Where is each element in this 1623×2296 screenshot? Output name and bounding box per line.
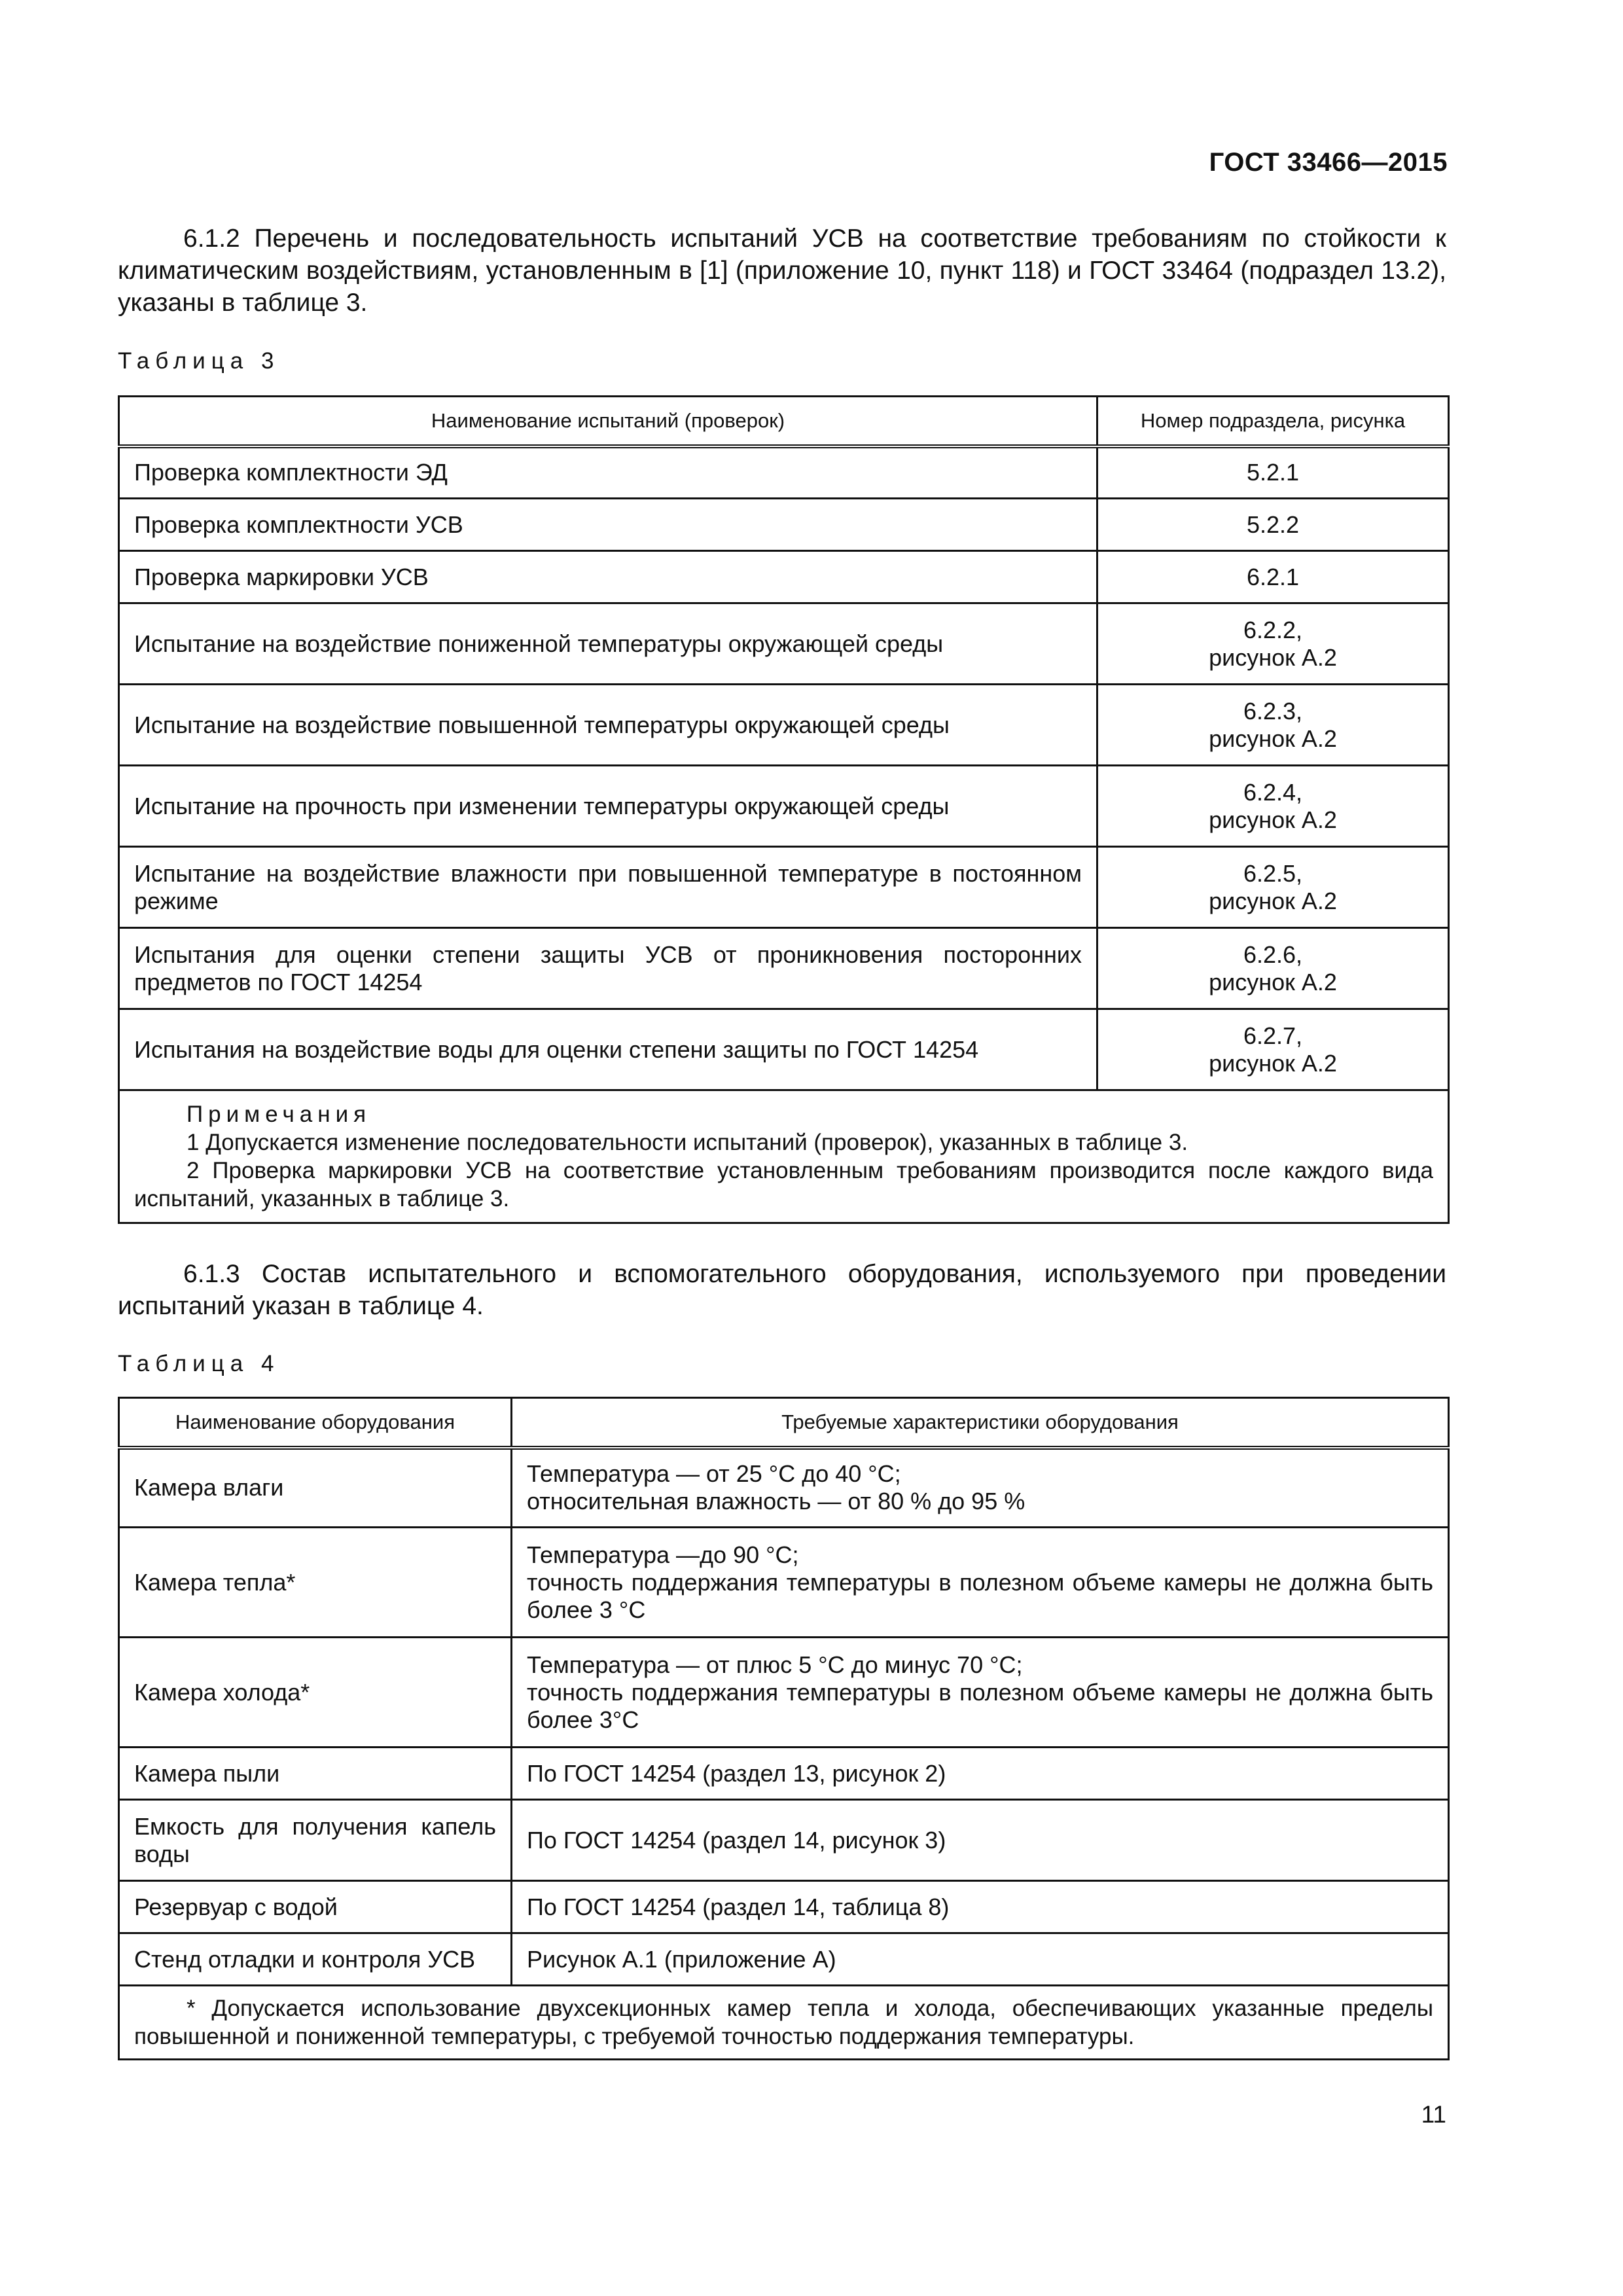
test-ref [1097, 766, 1449, 847]
table-4 [118, 1397, 1450, 2060]
table-3-header-name: Наименование испытаний (проверок) [119, 397, 1097, 446]
equipment-name: Резервуар с водой [119, 1881, 512, 1933]
table-row [119, 1448, 1449, 1528]
test-ref-figure: рисунок А.2 [1209, 643, 1337, 671]
table-3-caption: Таблица 3 [118, 348, 280, 374]
test-name: Испытания для оценки степени защиты УСВ от проникновения посторонних предметов по ГОСТ 14254 [119, 928, 1097, 1009]
test-ref-figure: рисунок А.2 [1209, 1049, 1337, 1077]
table-4-footnote-row [119, 1986, 1449, 2060]
test-ref [1097, 928, 1449, 1009]
table-row [119, 1881, 1449, 1933]
document-code: ГОСТ 33466—2015 [1209, 148, 1448, 177]
equipment-specs: По ГОСТ 14254 (раздел 13, рисунок 2) [512, 1748, 1449, 1800]
test-ref-section: 6.2.2, [1243, 616, 1303, 643]
equipment-specs: По ГОСТ 14254 (раздел 14, таблица 8) [512, 1881, 1449, 1933]
test-name: Испытание на воздействие повышенной температуры окружающей среды [119, 685, 1097, 766]
note-1: 1 Допускается изменение последовательности испытаний (проверок), указанных в таблице 3. [187, 1130, 1188, 1155]
table-row [119, 1638, 1449, 1748]
test-ref [1097, 603, 1449, 685]
test-name: Испытание на воздействие пониженной температуры окружающей среды [119, 603, 1097, 685]
spec-line: относительная влажность — от 80 % до 95 % [527, 1488, 1026, 1515]
spec-line: Температура — от плюс 5 °С до минус 70 °С; [527, 1651, 1023, 1678]
table-4-header-equipment: Наименование оборудования [119, 1398, 512, 1448]
test-ref-section: 6.2.6, [1243, 941, 1303, 968]
table-3 [118, 395, 1450, 1224]
test-ref [1097, 685, 1449, 766]
table-row [119, 1800, 1449, 1881]
table-3-notes-row [119, 1090, 1449, 1223]
test-name: Испытание на прочность при изменении температуры окружающей среды [119, 766, 1097, 847]
table-row [119, 1933, 1449, 1986]
test-ref: 6.2.1 [1097, 551, 1449, 603]
table-row [119, 1748, 1449, 1800]
test-ref-section: 6.2.5, [1243, 859, 1303, 887]
table-4-header-specs: Требуемые характеристики оборудования [512, 1398, 1449, 1448]
notes-title: Примечания [187, 1102, 372, 1127]
equipment-specs [512, 1638, 1449, 1748]
table-row [119, 551, 1449, 603]
table-row [119, 499, 1449, 551]
test-ref-section: 6.2.7, [1243, 1022, 1303, 1049]
note-2: 2 Проверка маркировки УСВ на соответствие установленным требованиям производится после каждого вида испытаний, указанных в таблице 3. [134, 1158, 1433, 1211]
test-ref-section: 6.2.4, [1243, 778, 1303, 806]
equipment-name: Камера влаги [119, 1448, 512, 1528]
table-4-footnote: * Допускается использование двухсекционных камер тепла и холода, обеспечивающих указанные пределы повышенной и пониженной температуры, с требуемой точностью поддержания температуры. [119, 1986, 1449, 2060]
test-ref-figure: рисунок А.2 [1209, 725, 1337, 752]
table-row [119, 446, 1449, 499]
test-ref: 5.2.2 [1097, 499, 1449, 551]
test-ref-figure: рисунок А.2 [1209, 968, 1337, 996]
table-row [119, 603, 1449, 685]
equipment-name: Камера пыли [119, 1748, 512, 1800]
table-row [119, 847, 1449, 928]
table-3-notes [119, 1090, 1449, 1223]
test-name: Проверка комплектности УСВ [119, 499, 1097, 551]
equipment-name: Емкость для получения капель воды [119, 1800, 512, 1881]
equipment-specs: По ГОСТ 14254 (раздел 14, рисунок 3) [512, 1800, 1449, 1881]
table-row [119, 928, 1449, 1009]
table-row [119, 1009, 1449, 1090]
equipment-specs: Рисунок А.1 (приложение А) [512, 1933, 1449, 1986]
test-ref-figure: рисунок А.2 [1209, 887, 1337, 914]
test-ref: 5.2.1 [1097, 446, 1449, 499]
equipment-name: Стенд отладки и контроля УСВ [119, 1933, 512, 1986]
equipment-specs [512, 1528, 1449, 1638]
test-name: Проверка комплектности ЭД [119, 446, 1097, 499]
test-name: Проверка маркировки УСВ [119, 551, 1097, 603]
equipment-name: Камера холода* [119, 1638, 512, 1748]
test-ref [1097, 847, 1449, 928]
table-4-caption: Таблица 4 [118, 1351, 280, 1376]
test-ref [1097, 1009, 1449, 1090]
equipment-specs [512, 1448, 1449, 1528]
spec-line: Температура —до 90 °С; [527, 1541, 799, 1568]
spec-line: Температура — от 25 °С до 40 °С; [527, 1460, 901, 1488]
table-row [119, 1528, 1449, 1638]
table-row [119, 685, 1449, 766]
test-ref-section: 6.2.3, [1243, 697, 1303, 725]
table-3-header-ref: Номер подраздела, рисунка [1097, 397, 1449, 446]
test-name: Испытания на воздействие воды для оценки степени защиты по ГОСТ 14254 [119, 1009, 1097, 1090]
paragraph-6-1-2: 6.1.2 Перечень и последовательность испытаний УСВ на соответствие требованиям по стойкости к климатическим воздействиям, установленным в [1] (приложение 10, пункт 118) и ГОСТ 33464 (подраздел 13.2), указаны в таблице 3. [118, 224, 1446, 317]
spec-line: точность поддержания температуры в полезном объеме камеры не должна быть более 3°С [527, 1678, 1433, 1733]
table-row [119, 766, 1449, 847]
test-ref-figure: рисунок А.2 [1209, 806, 1337, 833]
paragraph-6-1-3: 6.1.3 Состав испытательного и вспомогательного оборудования, используемого при проведении испытаний указан в таблице 4. [118, 1260, 1446, 1320]
test-name: Испытание на воздействие влажности при повышенной температуре в постоянном режиме [119, 847, 1097, 928]
spec-line: точность поддержания температуры в полезном объеме камеры не должна быть более 3 °С [527, 1568, 1433, 1623]
equipment-name: Камера тепла* [119, 1528, 512, 1638]
page-number: 11 [1421, 2101, 1446, 2128]
